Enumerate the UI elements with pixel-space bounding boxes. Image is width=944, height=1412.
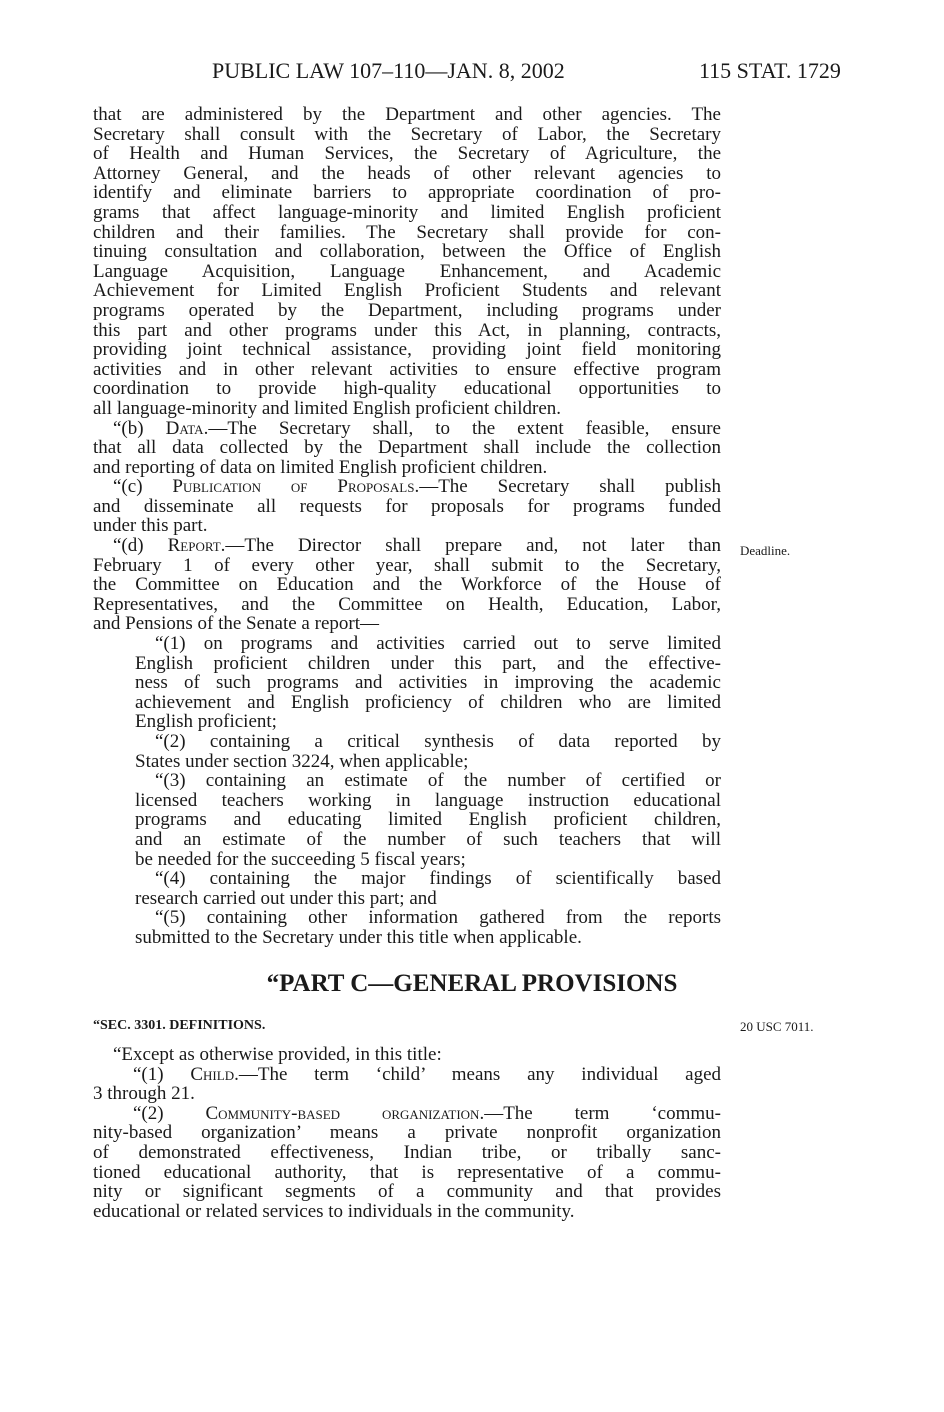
text-span: grams that affect language-minority and limited English proficient <box>93 201 721 223</box>
text-span: “(d) <box>113 535 168 557</box>
list-item <box>93 908 721 947</box>
paragraph <box>93 105 721 419</box>
text-span: under this part. <box>93 515 208 537</box>
text-line <box>135 889 721 909</box>
paragraph <box>93 536 721 634</box>
paragraph-heading: Report <box>167 535 221 557</box>
text-line <box>135 732 721 752</box>
text-span: and disseminate all requests for proposals for programs funded <box>93 495 721 517</box>
text-line <box>135 869 721 889</box>
text-line <box>93 242 721 262</box>
text-span: Representatives, and the Committee on Health, Education, Labor, <box>93 593 721 615</box>
text-span: and an estimate of the number of such teachers that will <box>135 828 721 850</box>
running-header-page: 115 STAT. 1729 <box>699 58 841 83</box>
definitions-text <box>93 1045 721 1221</box>
text-span: “(b) <box>113 417 166 439</box>
text-span: that all data collected by the Department shall include the collection <box>93 437 721 459</box>
text-line <box>93 183 721 203</box>
text-line <box>93 575 721 595</box>
text-span: .—The term ‘child’ means any individual aged <box>234 1063 721 1085</box>
text-span: submitted to the Secretary under this title when applicable. <box>135 926 582 948</box>
paragraph <box>93 1065 721 1104</box>
text-line <box>93 458 721 478</box>
text-span: February 1 of every other year, shall submit to the Secretary, <box>93 554 721 576</box>
text-span: Language Acquisition, Language Enhancement, and Academic <box>93 260 721 282</box>
text-line <box>93 1104 721 1124</box>
text-span: the Committee on Education and the Workforce of the House of <box>93 574 721 596</box>
text-span: of demonstrated effectiveness, Indian tribe, or tribally sanc- <box>93 1141 721 1163</box>
text-line <box>93 477 721 497</box>
text-span: ness of such programs and activities in improving the academic <box>135 672 721 694</box>
text-span: “(3) containing an estimate of the number of certified or <box>155 770 721 792</box>
text-span: be needed for the succeeding 5 fiscal years; <box>135 848 466 870</box>
text-span: and Pensions of the Senate a report— <box>93 613 379 635</box>
margin-note-deadline: Deadline. <box>740 543 791 558</box>
text-span: this part and other programs under this Act, in planning, contracts, <box>93 319 721 341</box>
text-line <box>93 419 721 439</box>
paragraph <box>93 1045 721 1065</box>
text-span: 3 through 21. <box>93 1083 195 1105</box>
text-line <box>93 1143 721 1163</box>
text-line <box>93 536 721 556</box>
text-line <box>135 830 721 850</box>
paragraph <box>93 1104 721 1222</box>
text-line <box>93 321 721 341</box>
paragraph <box>93 477 721 536</box>
text-line <box>135 928 721 948</box>
text-span: providing joint technical assistance, providing joint field monitoring <box>93 339 721 361</box>
text-line <box>93 497 721 517</box>
list-item <box>93 869 721 908</box>
text-line <box>93 595 721 615</box>
text-line <box>135 810 721 830</box>
text-line <box>93 105 721 125</box>
paragraph-heading: Child <box>190 1063 235 1085</box>
text-line <box>93 144 721 164</box>
text-line <box>135 673 721 693</box>
text-span: research carried out under this part; and <box>135 887 437 909</box>
text-span: “Except as otherwise provided, in this title: <box>113 1044 442 1065</box>
text-span: that are administered by the Department and other agencies. The <box>93 104 721 125</box>
text-span: .—The Secretary shall, to the extent feasible, ensure <box>203 417 721 439</box>
text-line <box>93 1084 721 1104</box>
text-span: “(c) <box>113 476 173 498</box>
text-span: Attorney General, and the heads of other relevant agencies to <box>93 162 721 184</box>
text-span: Achievement for Limited English Proficient Students and relevant <box>93 280 721 302</box>
text-line <box>135 634 721 654</box>
text-line <box>135 791 721 811</box>
text-line <box>93 301 721 321</box>
text-line <box>93 1065 721 1085</box>
text-span: “(1) <box>133 1063 191 1085</box>
text-span: programs and educating limited English proficient children, <box>135 809 721 831</box>
text-line <box>93 399 721 419</box>
text-line <box>135 850 721 870</box>
text-line <box>93 340 721 360</box>
text-line <box>135 908 721 928</box>
list-item <box>93 732 721 771</box>
text-line <box>93 223 721 243</box>
text-span: nity or significant segments of a community and that provides <box>93 1181 721 1203</box>
text-line <box>93 556 721 576</box>
text-span: nity-based organization’ means a private nonprofit organization <box>93 1122 721 1144</box>
text-line <box>93 1202 721 1222</box>
text-span: programs operated by the Department, including programs under <box>93 299 721 321</box>
text-span: .—The Director shall prepare and, not later than <box>220 535 721 557</box>
paragraph-heading: Community-based organization <box>205 1102 480 1124</box>
text-span: Secretary shall consult with the Secretary of Labor, the Secretary <box>93 123 721 145</box>
text-span: “(2) containing a critical synthesis of data reported by <box>155 731 721 752</box>
text-span: “(4) containing the major findings of scientifically based <box>155 868 721 890</box>
text-span: .—The term ‘commu- <box>479 1102 722 1124</box>
text-line <box>135 752 721 772</box>
part-heading: “PART C—GENERAL PROVISIONS <box>266 970 678 997</box>
text-line <box>93 360 721 380</box>
text-span: licensed teachers working in language instruction educational <box>135 789 721 811</box>
text-line <box>135 654 721 674</box>
text-line <box>93 1045 721 1065</box>
paragraph-heading: Publication of Proposals <box>172 476 415 498</box>
text-span: activities and in other relevant activities to ensure effective program <box>93 358 721 380</box>
text-line <box>93 1123 721 1143</box>
text-span: .—The Secretary shall publish <box>414 476 721 498</box>
list-item <box>93 771 721 869</box>
text-span: States under section 3224, when applicable; <box>135 750 469 772</box>
margin-note-usc: 20 USC 7011. <box>740 1019 814 1034</box>
text-line <box>93 1163 721 1183</box>
text-span: of Health and Human Services, the Secretary of Agriculture, the <box>93 143 721 165</box>
text-line <box>93 125 721 145</box>
report-section-text <box>93 105 721 948</box>
text-line <box>93 1182 721 1202</box>
list-item <box>93 634 721 732</box>
text-span: English proficient children under this part, and the effective- <box>135 652 721 674</box>
text-span: tioned educational authority, that is representative of a commu- <box>93 1161 721 1183</box>
paragraph-heading: Data <box>165 417 204 439</box>
text-span: educational or related services to individuals in the community. <box>93 1200 575 1222</box>
text-line <box>135 771 721 791</box>
text-line <box>93 379 721 399</box>
text-span: tinuing consultation and collaboration, between the Office of English <box>93 241 721 263</box>
paragraph <box>93 419 721 478</box>
text-span: “(1) on programs and activities carried out to serve limited <box>155 633 721 655</box>
text-line <box>93 516 721 536</box>
running-header-title: PUBLIC LAW 107–110—JAN. 8, 2002 <box>212 58 565 83</box>
text-span: identify and eliminate barriers to appropriate coordination of pro- <box>93 182 721 204</box>
text-line <box>135 712 721 732</box>
text-line <box>93 203 721 223</box>
section-heading: “SEC. 3301. DEFINITIONS. <box>93 1018 266 1033</box>
text-line <box>93 262 721 282</box>
text-line <box>93 438 721 458</box>
text-span: children and their families. The Secretary shall provide for con- <box>93 221 721 243</box>
text-line <box>135 693 721 713</box>
text-span: coordination to provide high-quality educational opportunities to <box>93 378 721 400</box>
text-span: “(5) containing other information gathered from the reports <box>155 907 721 929</box>
text-span: all language-minority and limited English proficient children. <box>93 397 562 419</box>
text-span: and reporting of data on limited English proficient children. <box>93 456 548 478</box>
text-line <box>93 281 721 301</box>
text-line <box>93 164 721 184</box>
text-span: “(2) <box>133 1102 206 1124</box>
text-span: English proficient; <box>135 711 277 733</box>
text-span: achievement and English proficiency of children who are limited <box>135 691 721 713</box>
text-line <box>93 614 721 634</box>
